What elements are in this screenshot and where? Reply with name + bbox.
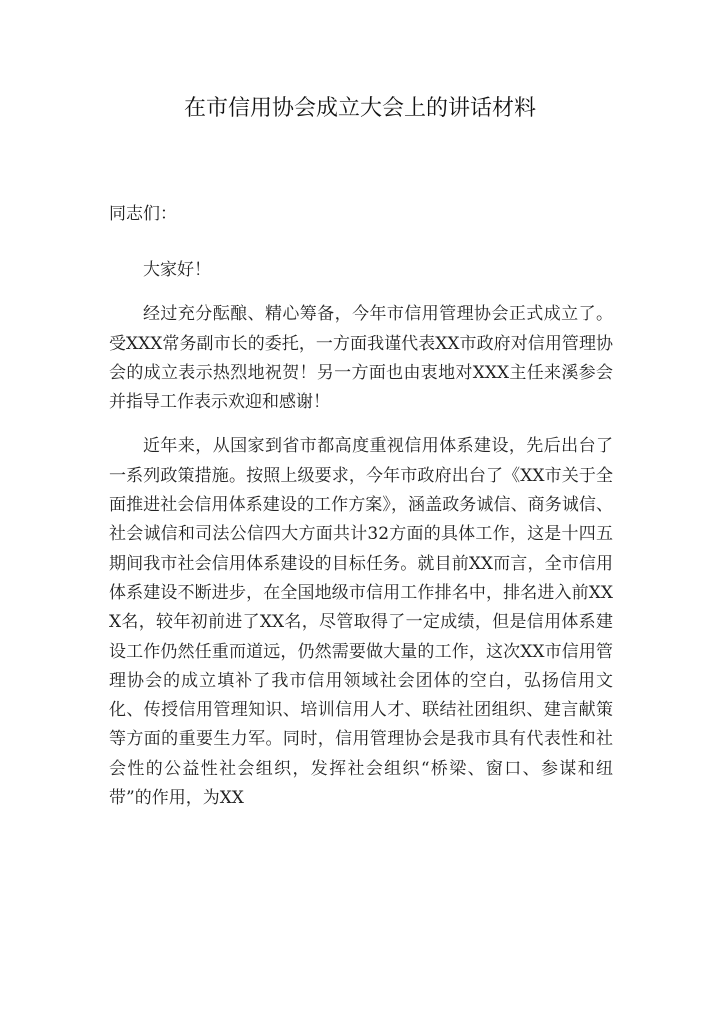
paragraph-background: 近年来，从国家到省市都高度重视信用体系建设，先后出台了一系列政策措施。按照上级要求，今年市政府出台了《XX市关于全面推进社会信用体系建设的工作方案》，涵盖政务诚信、商务诚信、社会诚信和司法公信四大方面共计32方面的具体工作，这是十四五期间我市社会信用体系建设的目标任务。就目前XX而言，全市信用体系建设不断进步，在全国地级市信用工作排名中，排名进入前XXX名，较年初前进了XX名，尽管取得了一定成绩，但是信用体系建设工作仍然任重而道远，仍然需要做大量的工作，这次XX市信用管理协会的成立填补了我市信用领域社会团体的空白，弘扬信用文化、传授信用管理知识、培训信用人才、联结社团组织、建言献策等方面的重要生力军。同时，信用管理协会是我市具有代表性和社会性的公益性社会组织，发挥社会组织“桥梁、窗口、参谋和纽带”的作用，为XX — [109, 436, 613, 809]
paragraph-opening: 经过充分酝酿、精心筹备，今年市信用管理协会正式成立了。受XXX常务副市长的委托，一方面我谨代表XX市政府对信用管理协会的成立表示热烈地祝贺！另一方面也由衷地对XXX主任来溪参会并指导工作表示欢迎和感谢！ — [109, 304, 613, 413]
document-title: 在市信用协会成立大会上的讲话材料 — [183, 96, 536, 121]
paragraph-greeting: 大家好！ — [143, 260, 211, 280]
document-body — [109, 256, 613, 828]
salutation: 同志们： — [109, 204, 177, 224]
